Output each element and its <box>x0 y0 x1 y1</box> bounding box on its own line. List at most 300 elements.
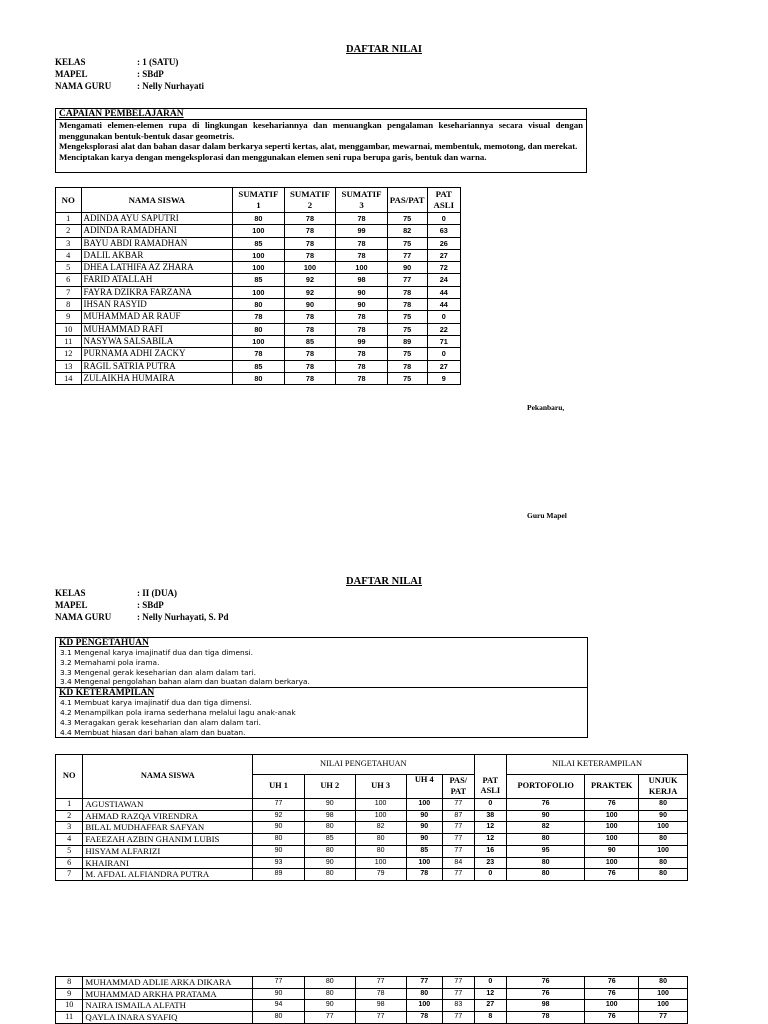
grade-cell: 90 <box>304 799 355 811</box>
grade-cell: 77 <box>639 1012 688 1024</box>
grade-cell: 80 <box>253 1012 305 1024</box>
row-number: 5 <box>56 845 83 857</box>
grades-table-2-body <box>56 799 688 881</box>
grade-cell: 75 <box>387 348 427 360</box>
row-number: 6 <box>56 857 83 869</box>
grade-cell: 80 <box>304 869 355 881</box>
student-name: PURNAMA ADHI ZACKY <box>81 348 233 360</box>
row-number: 11 <box>56 335 82 347</box>
grade-cell: 100 <box>233 225 285 237</box>
row-number: 8 <box>56 977 83 989</box>
meta-row-mapel: MAPEL : SBdP <box>55 600 164 610</box>
row-number: 3 <box>56 822 83 834</box>
grade-cell: 24 <box>427 274 461 286</box>
grade-cell: 85 <box>406 845 443 857</box>
table-row <box>56 274 461 286</box>
grade-cell: 80 <box>406 988 443 1000</box>
grade-cell: 27 <box>474 1000 507 1012</box>
grade-cell: 75 <box>387 372 427 384</box>
capaian-paragraph: Mengeksplorasi alat dan bahan dasar dalam berkarya seperti kertas, alat, menggambar, mewarnai, membentuk, memotong, dan merekat. <box>59 141 578 151</box>
grade-cell: 78 <box>336 249 388 261</box>
grade-cell: 77 <box>387 274 427 286</box>
grade-cell: 77 <box>443 799 474 811</box>
grade-cell: 76 <box>585 1012 639 1024</box>
grade-cell: 92 <box>284 274 336 286</box>
row-number: 7 <box>56 286 82 298</box>
table-row <box>56 335 461 347</box>
grade-cell: 78 <box>284 372 336 384</box>
grade-cell: 89 <box>387 335 427 347</box>
kd-item: 3.1 Mengenal karya imajinatif dua dan tiga dimensi. <box>60 648 253 657</box>
grade-cell: 84 <box>443 857 474 869</box>
table-row <box>56 834 688 846</box>
grade-cell: 63 <box>427 225 461 237</box>
meta-row-guru: NAMA GURU : Nelly Nurhayati, S. Pd <box>55 612 229 622</box>
kd-item: 4.2 Menampilkan pola irama sederhana melalui lagu anak-anak <box>60 707 296 717</box>
section2-title: DAFTAR NILAI <box>346 576 422 587</box>
grade-cell: 77 <box>355 1012 406 1024</box>
grade-cell: 80 <box>233 299 285 311</box>
grade-cell: 78 <box>406 1012 443 1024</box>
grade-cell: 78 <box>284 249 336 261</box>
col-sumatif-1: SUMATIF 1 <box>233 188 285 213</box>
kd-keterampilan-heading: KD KETERAMPILAN <box>59 688 155 699</box>
kd-pengetahuan-heading: KD PENGETAHUAN <box>59 638 149 648</box>
grade-cell: 22 <box>427 323 461 335</box>
grade-cell: 80 <box>233 323 285 335</box>
row-number: 2 <box>56 810 83 822</box>
grade-cell: 85 <box>304 834 355 846</box>
student-name: DHEA LATHIFA AZ ZHARA <box>81 262 233 274</box>
grade-cell: 12 <box>474 834 507 846</box>
grade-cell: 95 <box>507 845 585 857</box>
student-name: NASYWA SALSABILA <box>81 335 233 347</box>
student-name: ZULAIKHA HUMAIRA <box>81 372 233 384</box>
grade-cell: 100 <box>406 799 443 811</box>
signer-label: Guru Mapel <box>527 511 567 520</box>
table-row <box>56 286 461 298</box>
grade-cell: 83 <box>443 1000 474 1012</box>
grade-cell: 100 <box>639 988 688 1000</box>
student-name: BAYU ABDI RAMADHAN <box>81 237 233 249</box>
grade-cell: 12 <box>474 988 507 1000</box>
table-row <box>56 822 688 834</box>
grade-cell: 80 <box>253 834 305 846</box>
kd-item: 4.3 Meragakan gerak keseharian dan alam dalam tari. <box>60 717 261 727</box>
grade-cell: 80 <box>304 845 355 857</box>
grade-cell: 78 <box>336 311 388 323</box>
table-row <box>56 1000 688 1012</box>
meta-row-kelas: KELAS : 1 (SATU) <box>55 57 179 67</box>
row-number: 3 <box>56 237 82 249</box>
kd-keterampilan-list <box>56 698 587 737</box>
table-row <box>56 869 688 881</box>
row-number: 1 <box>56 799 83 811</box>
grade-cell: 78 <box>507 1012 585 1024</box>
student-name: ADINDA RAMADHANI <box>81 225 233 237</box>
col-portofolio: PORTOFOLIO <box>507 775 585 799</box>
grades-table-2 <box>55 754 688 881</box>
grade-cell: 100 <box>355 810 406 822</box>
col-pat-asli: PAT ASLI <box>474 775 507 799</box>
student-name: MUHAMMAD ADLIE ARKA DIKARA <box>83 977 253 989</box>
student-name: FARID ATALLAH <box>81 274 233 286</box>
grade-cell: 92 <box>253 810 305 822</box>
table-row <box>56 213 461 225</box>
student-name: FAYRA DZIKRA FARZANA <box>81 286 233 298</box>
capaian-body <box>56 119 586 162</box>
place-date: Pekanbaru, <box>527 403 565 412</box>
row-number: 12 <box>56 348 82 360</box>
grade-cell: 100 <box>406 857 443 869</box>
grade-cell: 80 <box>507 857 585 869</box>
table-row <box>56 311 461 323</box>
grade-cell: 80 <box>233 372 285 384</box>
grade-cell: 100 <box>585 822 639 834</box>
col-pas-pat: PAS/ PAT <box>443 775 474 799</box>
grades-table-1 <box>55 187 461 385</box>
grade-cell: 100 <box>639 822 688 834</box>
grade-cell: 78 <box>336 323 388 335</box>
table-row <box>56 857 688 869</box>
table-row <box>56 1012 688 1024</box>
grade-cell: 77 <box>406 977 443 989</box>
table-row <box>56 237 461 249</box>
grade-cell: 77 <box>443 834 474 846</box>
grade-cell: 0 <box>427 348 461 360</box>
row-number: 7 <box>56 869 83 881</box>
grade-cell: 89 <box>253 869 305 881</box>
grade-cell: 78 <box>284 213 336 225</box>
grade-cell: 100 <box>233 335 285 347</box>
grade-cell: 100 <box>585 1000 639 1012</box>
grade-cell: 80 <box>507 869 585 881</box>
grade-cell: 100 <box>336 262 388 274</box>
grade-cell: 44 <box>427 299 461 311</box>
grade-cell: 77 <box>443 1012 474 1024</box>
grade-cell: 0 <box>427 311 461 323</box>
grade-cell: 99 <box>336 335 388 347</box>
table-row <box>56 988 688 1000</box>
grade-cell: 80 <box>233 213 285 225</box>
table-row <box>56 225 461 237</box>
grade-cell: 76 <box>585 799 639 811</box>
grade-cell: 75 <box>387 237 427 249</box>
section1-meta <box>55 56 204 92</box>
row-number: 2 <box>56 225 82 237</box>
kd-item: 3.4 Mengenal pengolahan bahan alam dan buatan dalam berkarya. <box>60 677 310 687</box>
capaian-paragraph: Mengamati elemen-elemen rupa di lingkungan kesehariannya dan menuangkan pengalaman kesehariannya secara visual dengan menggunakan bentuk-bentuk dasar geometris. <box>59 120 583 141</box>
row-number: 4 <box>56 249 82 261</box>
grade-cell: 90 <box>304 857 355 869</box>
grade-cell: 75 <box>387 311 427 323</box>
grade-cell: 98 <box>355 1000 406 1012</box>
grade-cell: 9 <box>427 372 461 384</box>
table-row <box>56 845 688 857</box>
meta-row-guru: NAMA GURU : Nelly Nurhayati <box>55 81 204 91</box>
table-row <box>56 262 461 274</box>
row-number: 8 <box>56 299 82 311</box>
grade-cell: 16 <box>474 845 507 857</box>
kd-item: 3.3 Mengenal gerak keseharian dan alam dalam tari. <box>60 667 256 677</box>
grade-cell: 90 <box>406 822 443 834</box>
col-pas-pat: PAS/PAT <box>387 188 427 213</box>
student-name: KHAIRANI <box>83 857 253 869</box>
grade-cell: 0 <box>474 977 507 989</box>
kd-item: 4.1 Membuat karya imajinatif dua dan tiga dimensi. <box>60 698 252 708</box>
table-row <box>56 810 688 822</box>
student-name: BILAL MUDHAFFAR SAFYAN <box>83 822 253 834</box>
grade-cell: 80 <box>304 822 355 834</box>
row-number: 6 <box>56 274 82 286</box>
grade-cell: 92 <box>284 286 336 298</box>
row-number: 4 <box>56 834 83 846</box>
grade-cell: 23 <box>474 857 507 869</box>
grade-cell: 76 <box>585 988 639 1000</box>
grade-cell: 78 <box>355 988 406 1000</box>
grade-cell: 100 <box>585 810 639 822</box>
capaian-paragraph: Menciptakan karya dengan mengeksplorasi dan menggunakan elemen seni rupa berupa garis, bentuk dan warna. <box>59 151 487 162</box>
table-row <box>56 977 688 989</box>
grade-cell: 26 <box>427 237 461 249</box>
group-nilai-keterampilan: NILAI KETERAMPILAN <box>507 755 688 775</box>
grade-cell: 100 <box>639 1000 688 1012</box>
grade-cell: 76 <box>585 977 639 989</box>
kd-box <box>55 637 588 738</box>
row-number: 14 <box>56 372 82 384</box>
grade-cell: 80 <box>639 857 688 869</box>
table-row <box>56 249 461 261</box>
grade-cell: 78 <box>284 323 336 335</box>
student-name: MUHAMMAD ARKHA PRATAMA <box>83 988 253 1000</box>
grade-cell: 87 <box>443 810 474 822</box>
row-number: 1 <box>56 213 82 225</box>
col-uh1: UH 1 <box>253 775 305 799</box>
col-uh4: UH 4 <box>406 775 443 799</box>
grade-cell: 77 <box>443 977 474 989</box>
grade-cell: 78 <box>336 213 388 225</box>
grade-cell: 90 <box>336 299 388 311</box>
grade-cell: 82 <box>355 822 406 834</box>
grade-cell: 78 <box>387 299 427 311</box>
grade-cell: 78 <box>233 348 285 360</box>
grade-cell: 77 <box>443 845 474 857</box>
grade-cell: 82 <box>387 225 427 237</box>
student-name: M. AFDAL ALFIANDRA PUTRA <box>83 869 253 881</box>
kd-pengetahuan-list <box>56 648 587 687</box>
capaian-box <box>55 108 587 173</box>
grade-cell: 78 <box>284 225 336 237</box>
student-name: DALIL AKBAR <box>81 249 233 261</box>
grade-cell: 8 <box>474 1012 507 1024</box>
student-name: IHSAN RASYID <box>81 299 233 311</box>
section1-title: DAFTAR NILAI <box>346 44 422 55</box>
grade-cell: 0 <box>474 799 507 811</box>
section2-meta <box>55 587 229 623</box>
grade-cell: 100 <box>284 262 336 274</box>
grade-cell: 77 <box>443 988 474 1000</box>
grade-cell: 90 <box>304 1000 355 1012</box>
grade-cell: 90 <box>253 822 305 834</box>
grades-table-2-continued <box>55 976 688 1024</box>
grade-cell: 78 <box>284 311 336 323</box>
kd-item: 4.4 Membuat hiasan dari bahan alam dan buatan. <box>60 727 246 737</box>
grade-cell: 100 <box>585 834 639 846</box>
grade-cell: 85 <box>233 360 285 372</box>
grades-table-2-continued-body <box>56 977 688 1024</box>
student-name: MUHAMMAD AR RAUF <box>81 311 233 323</box>
grade-cell: 90 <box>387 262 427 274</box>
table-row <box>56 323 461 335</box>
row-number: 10 <box>56 323 82 335</box>
grade-cell: 44 <box>427 286 461 298</box>
grade-cell: 80 <box>304 977 355 989</box>
student-name: HISYAM ALFARIZI <box>83 845 253 857</box>
table-row <box>56 360 461 372</box>
grade-cell: 76 <box>507 799 585 811</box>
col-name: NAMA SISWA <box>81 188 233 213</box>
grade-cell: 90 <box>336 286 388 298</box>
row-number: 10 <box>56 1000 83 1012</box>
grade-cell: 85 <box>284 335 336 347</box>
row-number: 13 <box>56 360 82 372</box>
col-sumatif-3: SUMATIF 3 <box>336 188 388 213</box>
grade-cell: 75 <box>387 213 427 225</box>
col-praktek: PRAKTEK <box>585 775 639 799</box>
grade-cell: 100 <box>233 286 285 298</box>
grade-cell: 94 <box>253 1000 305 1012</box>
grade-cell: 80 <box>639 799 688 811</box>
grade-cell: 77 <box>443 822 474 834</box>
grade-cell: 79 <box>355 869 406 881</box>
grade-cell: 90 <box>639 810 688 822</box>
grade-cell: 77 <box>304 1012 355 1024</box>
grade-cell: 78 <box>406 869 443 881</box>
student-name: NAIRA ISMAILA ALFATH <box>83 1000 253 1012</box>
grade-cell: 100 <box>585 857 639 869</box>
col-sumatif-2: SUMATIF 2 <box>284 188 336 213</box>
grade-cell: 90 <box>253 845 305 857</box>
grade-cell: 78 <box>233 311 285 323</box>
grade-cell: 80 <box>639 977 688 989</box>
grade-cell: 90 <box>284 299 336 311</box>
student-name: AHMAD RAZQA VIRENDRA <box>83 810 253 822</box>
grade-cell: 78 <box>336 360 388 372</box>
grade-cell: 98 <box>336 274 388 286</box>
grade-cell: 0 <box>474 869 507 881</box>
grade-cell: 100 <box>406 1000 443 1012</box>
row-number: 9 <box>56 988 83 1000</box>
grade-cell: 98 <box>304 810 355 822</box>
grade-cell: 82 <box>507 822 585 834</box>
grade-cell: 100 <box>233 249 285 261</box>
grade-cell: 90 <box>406 834 443 846</box>
group-nilai-pengetahuan: NILAI PENGETAHUAN <box>253 755 474 775</box>
grade-cell: 100 <box>355 857 406 869</box>
grade-cell: 100 <box>233 262 285 274</box>
grade-cell: 80 <box>304 988 355 1000</box>
grades-table-1-body <box>56 213 461 385</box>
grade-cell: 78 <box>284 237 336 249</box>
student-name: ADINDA AYU SAPUTRI <box>81 213 233 225</box>
grade-cell: 90 <box>406 810 443 822</box>
col-name: NAMA SISWA <box>83 755 253 799</box>
grade-cell: 80 <box>639 834 688 846</box>
grade-cell: 93 <box>253 857 305 869</box>
grade-cell: 80 <box>355 834 406 846</box>
student-name: FAEEZAH AZBIN GHANIM LUBIS <box>83 834 253 846</box>
grade-cell: 77 <box>387 249 427 261</box>
grade-cell: 99 <box>336 225 388 237</box>
col-blank <box>474 755 507 775</box>
grade-cell: 100 <box>639 845 688 857</box>
grade-cell: 77 <box>253 977 305 989</box>
col-pat-asli: PAT ASLI <box>427 188 461 213</box>
grade-cell: 78 <box>336 372 388 384</box>
grade-cell: 77 <box>253 799 305 811</box>
col-unjuk-kerja: UNJUK KERJA <box>639 775 688 799</box>
kd-item: 3.2 Memahami pola irama. <box>60 657 160 667</box>
capaian-heading: CAPAIAN PEMBELAJARAN <box>59 109 184 119</box>
grade-cell: 90 <box>253 988 305 1000</box>
grade-cell: 27 <box>427 249 461 261</box>
grade-cell: 80 <box>639 869 688 881</box>
grade-cell: 76 <box>507 988 585 1000</box>
grade-cell: 85 <box>233 237 285 249</box>
grade-cell: 85 <box>233 274 285 286</box>
grade-cell: 38 <box>474 810 507 822</box>
row-number: 5 <box>56 262 82 274</box>
student-name: MUHAMMAD RAFI <box>81 323 233 335</box>
col-uh3: UH 3 <box>355 775 406 799</box>
meta-row-kelas: KELAS : II (DUA) <box>55 588 177 598</box>
grade-cell: 76 <box>507 977 585 989</box>
grade-cell: 0 <box>427 213 461 225</box>
table-row <box>56 299 461 311</box>
meta-row-mapel: MAPEL : SBdP <box>55 69 164 79</box>
grade-cell: 78 <box>387 286 427 298</box>
student-name: QAYLA INARA SYAFIQ <box>83 1012 253 1024</box>
grade-cell: 27 <box>427 360 461 372</box>
table-row <box>56 799 688 811</box>
student-name: RAGIL SATRIA PUTRA <box>81 360 233 372</box>
grade-cell: 78 <box>284 348 336 360</box>
grade-cell: 78 <box>284 360 336 372</box>
grade-cell: 12 <box>474 822 507 834</box>
col-no: NO <box>56 755 83 799</box>
grade-cell: 78 <box>336 237 388 249</box>
grade-cell: 100 <box>355 799 406 811</box>
grade-cell: 98 <box>507 1000 585 1012</box>
table-row <box>56 372 461 384</box>
table-row <box>56 348 461 360</box>
grade-cell: 75 <box>387 323 427 335</box>
grade-cell: 77 <box>443 869 474 881</box>
grade-cell: 90 <box>507 810 585 822</box>
student-name: AGUSTIAWAN <box>83 799 253 811</box>
grade-cell: 78 <box>387 360 427 372</box>
grade-cell: 90 <box>585 845 639 857</box>
grade-cell: 72 <box>427 262 461 274</box>
grade-cell: 71 <box>427 335 461 347</box>
row-number: 11 <box>56 1012 83 1024</box>
grade-cell: 80 <box>355 845 406 857</box>
col-no: NO <box>56 188 82 213</box>
grade-cell: 78 <box>336 348 388 360</box>
row-number: 9 <box>56 311 82 323</box>
grade-cell: 80 <box>507 834 585 846</box>
grade-cell: 76 <box>585 869 639 881</box>
